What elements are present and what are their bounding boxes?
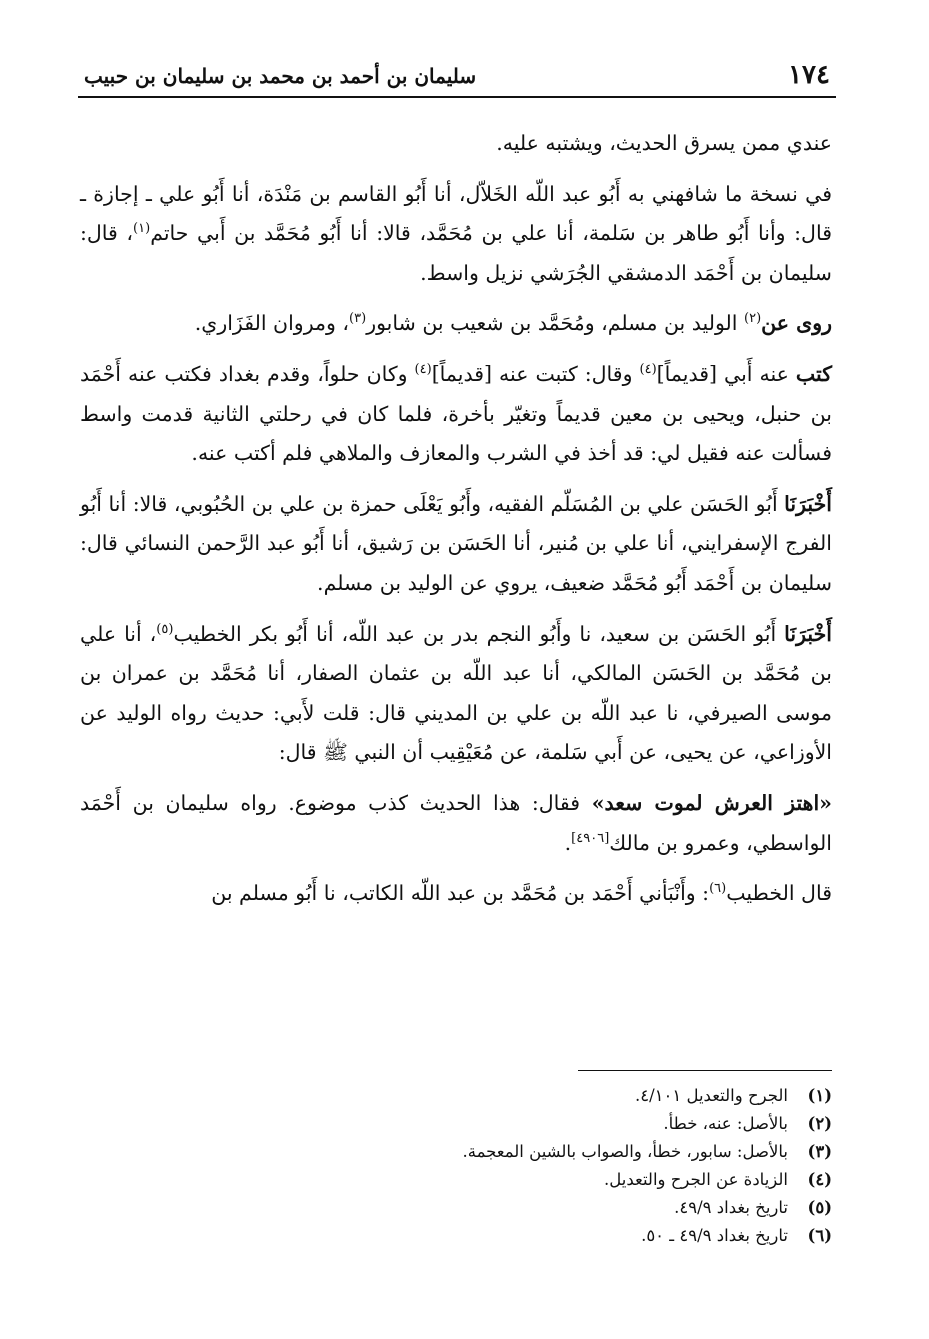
footnote-text: تاريخ بغداد ٤٩/٩ ـ ٥٠. [641, 1226, 788, 1245]
footnote-text: بالأصل: عنه، خطأ. [663, 1114, 788, 1133]
paragraph-4-lead: كتب [795, 361, 832, 386]
paragraph-4-text-a: عنه أَبي [قديماً] [656, 361, 796, 386]
paragraph-5 [80, 485, 832, 604]
footnote-ref-1: (١) [133, 221, 151, 237]
footnote-item [80, 1138, 832, 1166]
footnote-divider [578, 1070, 832, 1071]
paragraph-6-text-b: ، أنا علي بن مُحَمَّد بن الحَسَن المالكي، أنا عبد اللّه بن عثمان الصفار، أنا مُحَمَّد بن عمران بن موسى الصيرفي، نا عبد اللّه بن علي بن المديني قال: قلت لأَبي: حديث رواه الوليد عن الأوزاعي، عن يحيى، عن أَبي سَلمة، عن مُعَيْقِيب أن النبي ﷺ قال: [80, 621, 832, 765]
page-number: ١٧٤ [788, 60, 830, 90]
paragraph-4 [80, 355, 832, 474]
paragraph-1 [80, 124, 832, 164]
footnote-ref-2: (٢) [744, 311, 762, 327]
paragraph-8-text-b: : وأَنْبَأني أَحْمَد بن مُحَمَّد بن عبد اللّه الكاتب، نا أَبُو مسلم بن [211, 881, 710, 906]
paragraph-6-lead: أَخْبَرَنَا [784, 621, 832, 646]
footnote-item [80, 1110, 832, 1138]
paragraph-8 [80, 874, 832, 914]
footnote-item [80, 1082, 832, 1110]
footnote-ref-5: (٥) [156, 621, 174, 637]
paragraph-5-text: أَبُو الحَسَن علي بن المُسَلّم الفقيه، وأَبُو يَعْلَى حمزة بن علي بن الحُبُوبي، قالا: أنا أَبُو الفرج الإسفرايني، أنا علي بن مُنير، أنا الحَسَن بن رَشيق، أنا أَبُو عبد الرَّحمن النسائي قال: سليمان بن أَحْمَد أَبُو مُحَمَّد ضعيف، يروي عن الوليد بن مسلم. [80, 491, 832, 595]
footnote-text: تاريخ بغداد ٤٩/٩. [674, 1198, 788, 1217]
footnote-number: (١) [807, 1086, 832, 1105]
footnote-text: بالأصل: سابور، خطأ، والصواب بالشين المعجمة. [462, 1142, 788, 1161]
paragraph-7 [80, 784, 832, 863]
footnote-item [80, 1166, 832, 1194]
footnote-ref-4a: (٤) [639, 362, 657, 378]
footnote-text: الجرح والتعديل ٤/١٠١. [634, 1086, 788, 1105]
running-title: سليمان بن أحمد بن محمد بن سليمان بن حبيب [84, 64, 477, 88]
paragraph-2 [80, 175, 832, 294]
paragraph-4-text-c: وكان حلواً، وقدم بغداد فكتب عنه أَحْمَد بن حنبل، ويحيى بن معين قديماً وتغيّر بأخرة، فلما كان في رحلتي الثانية قدمت واسط فسألت عنه فقيل لي: قد أخذ في الشرب والمعازف والملاهي فلم أكتب عنه. [80, 361, 832, 466]
paragraph-4-text-b: وقال: كتبت عنه [قديماً] [431, 361, 640, 386]
paragraph-6 [80, 615, 832, 773]
main-text [80, 124, 832, 925]
page-header [78, 52, 836, 98]
footnote-number: (٤) [807, 1170, 832, 1189]
paragraph-7-text-a: فقال: هذا الحديث كذب موضوع. رواه سليمان بن أَحْمَد الواسطي، وعمرو بن مالك [80, 790, 832, 855]
paragraph-3-lead: روى عن [761, 311, 832, 336]
entry-number-ref: [٤٩٠٦] [571, 830, 610, 846]
paragraph-3 [80, 304, 832, 344]
footnote-text: الزيادة عن الجرح والتعديل. [604, 1170, 788, 1189]
footnote-ref-3: (٣) [349, 311, 367, 327]
paragraph-5-lead: أَخْبَرَنَا [784, 491, 832, 516]
paragraph-6-text-a: أَبُو الحَسَن بن سعيد، نا وأَبُو النجم بدر بن عبد اللّه، أنا أَبُو بكر الخطيب [173, 621, 785, 646]
footnote-item [80, 1194, 832, 1222]
footnote-number: (٢) [807, 1114, 832, 1133]
paragraph-2-text: في نسخة ما شافهني به أَبُو عبد اللّه الخَلاّل، أنا أَبُو القاسم بن مَنْدَة، أنا أَبُو علي ـ إجازة ـ قال: وأنا أَبُو طاهر بن سَلمة، أنا علي بن مُحَمَّد، قالا: أنا أَبُو مُحَمَّد بن أَبي حاتم [80, 181, 832, 246]
paragraph-8-text-a: قال الخطيب [726, 881, 832, 906]
paragraph-1-text: عندي ممن يسرق الحديث، ويشتبه عليه. [496, 131, 832, 155]
footnote-number: (٣) [807, 1142, 832, 1161]
paragraph-3-text-b: ، ومروان الفَزَاري. [194, 311, 350, 336]
footnote-ref-4b: (٤) [414, 362, 432, 378]
hadith-quote: «اهتز العرش لموت سعد» [591, 790, 832, 815]
paragraph-3-text-a: الوليد بن مسلم، ومُحَمَّد بن شعيب بن شابور [366, 311, 745, 336]
footnote-ref-6: (٦) [709, 881, 727, 897]
footnote-number: (٥) [807, 1198, 832, 1217]
paragraph-7-text-b: . [564, 830, 572, 855]
paragraph-2-tail: ، قال: سليمان بن أَحْمَد الدمشقي الجُرَشي نزيل واسط. [80, 221, 832, 285]
footnotes-list [80, 1082, 832, 1250]
footnote-item [80, 1222, 832, 1250]
footnote-number: (٦) [807, 1226, 832, 1245]
